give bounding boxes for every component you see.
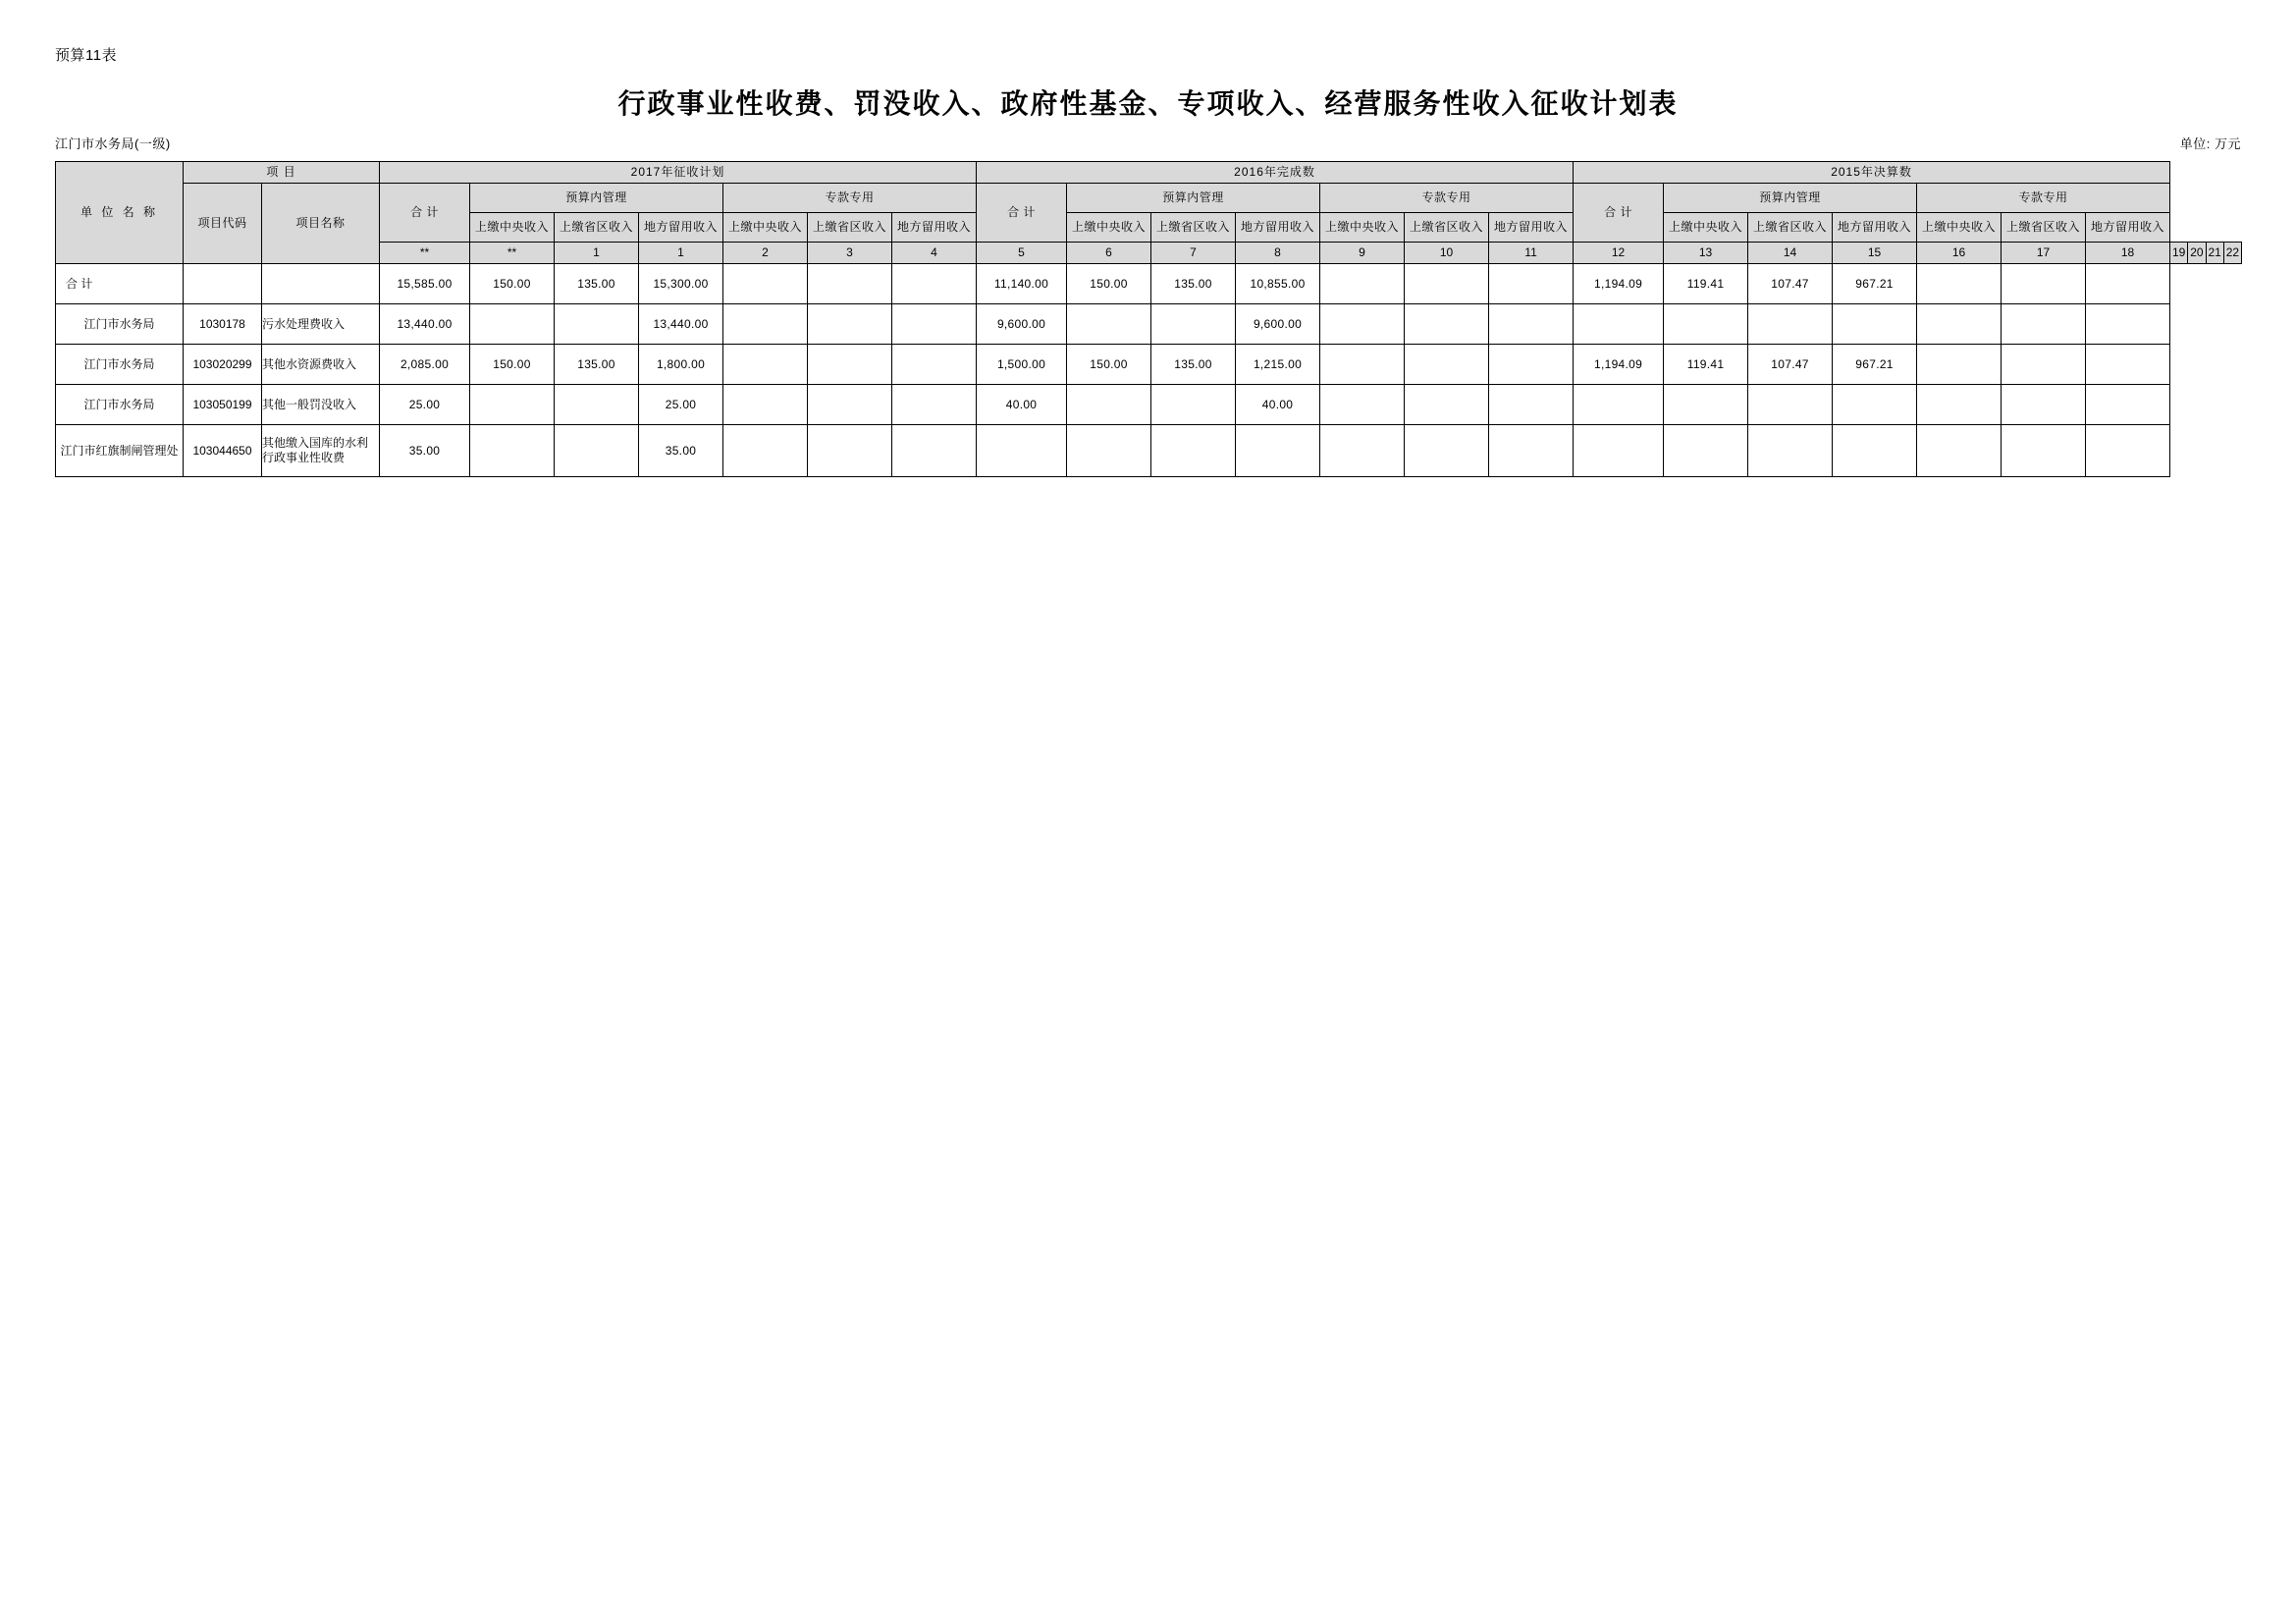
cell-value: 135.00 — [1151, 345, 1236, 385]
cell-value — [1151, 385, 1236, 425]
cell-value: 9,600.00 — [977, 304, 1067, 345]
cell-value — [1833, 425, 1917, 477]
cell-value: 150.00 — [1067, 264, 1151, 304]
col-num: 12 — [1574, 243, 1664, 264]
cell-value — [723, 425, 808, 477]
cell-value: 107.47 — [1748, 264, 1833, 304]
header-local-use-2016-budget: 地方留用收入 — [1236, 213, 1320, 243]
col-num: 20 — [2188, 243, 2206, 264]
header-project-name: 项目名称 — [262, 184, 380, 264]
cell-value: 25.00 — [380, 385, 470, 425]
cell-value — [1320, 304, 1405, 345]
table-row — [56, 304, 2242, 345]
header-sub-province-2017-budget: 上缴省区收入 — [555, 213, 639, 243]
cell-value: 135.00 — [555, 345, 639, 385]
header-local-use-2017-budget: 地方留用收入 — [639, 213, 723, 243]
cell-value: 150.00 — [470, 345, 555, 385]
revenue-plan-table — [55, 161, 2242, 477]
cell-value — [555, 304, 639, 345]
header-project-group: 项 目 — [184, 162, 380, 184]
cell-value — [1489, 425, 1574, 477]
header-sub-central-2016-special: 上缴中央收入 — [1320, 213, 1405, 243]
cell-project-code: 1030178 — [184, 304, 262, 345]
cell-project-name: 其他一般罚没收入 — [262, 385, 380, 425]
col-num: 1 — [639, 243, 723, 264]
cell-unit-name: 江门市红旗制闸管理处 — [56, 425, 184, 477]
cell-value — [808, 304, 892, 345]
header-year-2017: 2017年征收计划 — [380, 162, 977, 184]
cell-value — [723, 385, 808, 425]
col-num: 3 — [808, 243, 892, 264]
header-special-use-2016: 专款专用 — [1320, 184, 1574, 213]
cell-value — [1917, 425, 2002, 477]
table-body — [56, 264, 2242, 477]
cell-project-code: 103050199 — [184, 385, 262, 425]
cell-value — [1489, 345, 1574, 385]
cell-value — [2086, 264, 2170, 304]
cell-project-name: 其他缴入国库的水利行政事业性收费 — [262, 425, 380, 477]
header-sub-province-2017-special: 上缴省区收入 — [808, 213, 892, 243]
cell-value — [808, 425, 892, 477]
col-num: 7 — [1151, 243, 1236, 264]
header-total-2016: 合 计 — [977, 184, 1067, 243]
col-num: 19 — [2170, 243, 2188, 264]
cell-value — [1664, 304, 1748, 345]
col-num-code: ** — [470, 243, 555, 264]
table-row — [56, 385, 2242, 425]
cell-value — [723, 264, 808, 304]
cell-value — [1917, 345, 2002, 385]
cell-value — [1067, 304, 1151, 345]
cell-value — [1574, 385, 1664, 425]
cell-value — [2086, 385, 2170, 425]
header-sub-central-2017-budget: 上缴中央收入 — [470, 213, 555, 243]
header-special-use-2017: 专款专用 — [723, 184, 977, 213]
cell-value: 10,855.00 — [1236, 264, 1320, 304]
header-sub-province-2016-special: 上缴省区收入 — [1405, 213, 1489, 243]
cell-value: 1,500.00 — [977, 345, 1067, 385]
header-total-2017: 合 计 — [380, 184, 470, 243]
cell-value — [1748, 385, 1833, 425]
cell-value — [2086, 345, 2170, 385]
cell-value: 35.00 — [639, 425, 723, 477]
cell-value: 1,215.00 — [1236, 345, 1320, 385]
col-num: 11 — [1489, 243, 1574, 264]
header-local-use-2017-special: 地方留用收入 — [892, 213, 977, 243]
cell-unit-name: 江门市水务局 — [56, 385, 184, 425]
cell-value — [1405, 425, 1489, 477]
cell-value — [892, 345, 977, 385]
cell-value: 15,585.00 — [380, 264, 470, 304]
cell-value — [1489, 304, 1574, 345]
header-local-use-2015-special: 地方留用收入 — [2086, 213, 2170, 243]
cell-value: 13,440.00 — [380, 304, 470, 345]
cell-value: 107.47 — [1748, 345, 1833, 385]
header-sub-central-2017-special: 上缴中央收入 — [723, 213, 808, 243]
cell-value — [555, 425, 639, 477]
header-row-columns — [56, 184, 2242, 213]
cell-value — [1917, 264, 2002, 304]
header-sub-central-2015-special: 上缴中央收入 — [1917, 213, 2002, 243]
unit-name: 江门市水务局(一级) — [55, 136, 171, 151]
cell-value — [1748, 425, 1833, 477]
header-year-2016: 2016年完成数 — [977, 162, 1574, 184]
cell-value: 9,600.00 — [1236, 304, 1320, 345]
cell-project-code: 103044650 — [184, 425, 262, 477]
col-num: 21 — [2206, 243, 2223, 264]
cell-value: 119.41 — [1664, 264, 1748, 304]
cell-value — [2002, 264, 2086, 304]
cell-value — [892, 304, 977, 345]
cell-value: 967.21 — [1833, 264, 1917, 304]
cell-value — [1067, 425, 1151, 477]
cell-value — [1664, 425, 1748, 477]
cell-project-code — [184, 264, 262, 304]
cell-value: 11,140.00 — [977, 264, 1067, 304]
subheader — [55, 134, 2241, 159]
cell-value: 135.00 — [1151, 264, 1236, 304]
cell-value — [892, 264, 977, 304]
col-num-name: 1 — [555, 243, 639, 264]
cell-value — [2002, 425, 2086, 477]
col-num: 2 — [723, 243, 808, 264]
cell-value: 150.00 — [1067, 345, 1151, 385]
cell-value: 1,194.09 — [1574, 345, 1664, 385]
col-num: 5 — [977, 243, 1067, 264]
header-sub-province-2015-budget: 上缴省区收入 — [1748, 213, 1833, 243]
header-row-numbers — [56, 243, 2242, 264]
cell-value — [1833, 385, 1917, 425]
header-unit-name: 单 位 名 称 — [56, 162, 184, 264]
cell-value — [470, 425, 555, 477]
cell-value — [892, 425, 977, 477]
cell-value — [977, 425, 1067, 477]
cell-value — [1574, 304, 1664, 345]
cell-value — [1067, 385, 1151, 425]
cell-project-name — [262, 264, 380, 304]
cell-value — [2002, 385, 2086, 425]
cell-value — [723, 304, 808, 345]
header-local-use-2016-special: 地方留用收入 — [1489, 213, 1574, 243]
page-title: 行政事业性收费、罚没收入、政府性基金、专项收入、经营服务性收入征收计划表 — [617, 88, 1679, 119]
cell-value — [1917, 385, 2002, 425]
header-budget-in-2016: 预算内管理 — [1067, 184, 1320, 213]
cell-value — [1236, 425, 1320, 477]
col-num: 8 — [1236, 243, 1320, 264]
cell-value — [1574, 425, 1664, 477]
cell-value — [470, 304, 555, 345]
header-year-2015: 2015年决算数 — [1574, 162, 2170, 184]
cell-value — [1320, 345, 1405, 385]
cell-value — [555, 385, 639, 425]
cell-value — [1320, 425, 1405, 477]
cell-value: 40.00 — [1236, 385, 1320, 425]
col-num: 16 — [1917, 243, 2002, 264]
cell-value — [1664, 385, 1748, 425]
cell-value — [2002, 304, 2086, 345]
cell-value: 25.00 — [639, 385, 723, 425]
cell-value: 119.41 — [1664, 345, 1748, 385]
cell-project-code: 103020299 — [184, 345, 262, 385]
cell-value — [1917, 304, 2002, 345]
cell-value — [1489, 385, 1574, 425]
header-local-use-2015-budget: 地方留用收入 — [1833, 213, 1917, 243]
col-num: 18 — [2086, 243, 2170, 264]
col-num: 14 — [1748, 243, 1833, 264]
cell-value: 135.00 — [555, 264, 639, 304]
cell-value: 40.00 — [977, 385, 1067, 425]
cell-value — [2086, 425, 2170, 477]
header-sub-province-2015-special: 上缴省区收入 — [2002, 213, 2086, 243]
cell-unit-name: 江门市水务局 — [56, 345, 184, 385]
cell-value: 967.21 — [1833, 345, 1917, 385]
cell-value — [1833, 304, 1917, 345]
cell-value — [2002, 345, 2086, 385]
cell-value — [2086, 304, 2170, 345]
cell-value — [1405, 345, 1489, 385]
cell-project-name: 污水处理费收入 — [262, 304, 380, 345]
col-num: 6 — [1067, 243, 1151, 264]
cell-value: 35.00 — [380, 425, 470, 477]
header-sub-central-2015-budget: 上缴中央收入 — [1664, 213, 1748, 243]
cell-value: 13,440.00 — [639, 304, 723, 345]
header-sub-central-2016-budget: 上缴中央收入 — [1067, 213, 1151, 243]
cell-value — [1405, 304, 1489, 345]
cell-unit-name: 合 计 — [56, 264, 184, 304]
table-row — [56, 264, 2242, 304]
header-total-2015: 合 计 — [1574, 184, 1664, 243]
header-special-use-2015: 专款专用 — [1917, 184, 2170, 213]
col-num-unit: ** — [380, 243, 470, 264]
cell-value: 1,800.00 — [639, 345, 723, 385]
cell-value — [1320, 385, 1405, 425]
cell-value — [808, 345, 892, 385]
col-num: 15 — [1833, 243, 1917, 264]
col-num: 10 — [1405, 243, 1489, 264]
cell-project-name: 其他水资源费收入 — [262, 345, 380, 385]
table-row — [56, 425, 2242, 477]
col-num: 13 — [1664, 243, 1748, 264]
header-sub-province-2016-budget: 上缴省区收入 — [1151, 213, 1236, 243]
cell-value — [1405, 264, 1489, 304]
cell-unit-name: 江门市水务局 — [56, 304, 184, 345]
cell-value: 15,300.00 — [639, 264, 723, 304]
col-num: 17 — [2002, 243, 2086, 264]
cell-value — [1320, 264, 1405, 304]
cell-value — [892, 385, 977, 425]
col-num: 9 — [1320, 243, 1405, 264]
cell-value — [808, 264, 892, 304]
col-num: 4 — [892, 243, 977, 264]
cell-value — [1151, 304, 1236, 345]
header-budget-in-2017: 预算内管理 — [470, 184, 723, 213]
header-budget-in-2015: 预算内管理 — [1664, 184, 1917, 213]
cell-value — [723, 345, 808, 385]
form-code: 预算11表 — [55, 47, 118, 64]
header-row-groups — [56, 162, 2242, 184]
cell-value — [1489, 264, 1574, 304]
cell-value — [1405, 385, 1489, 425]
cell-value — [470, 385, 555, 425]
header-project-code: 项目代码 — [184, 184, 262, 264]
table-row — [56, 345, 2242, 385]
cell-value: 2,085.00 — [380, 345, 470, 385]
cell-value: 1,194.09 — [1574, 264, 1664, 304]
cell-value — [1151, 425, 1236, 477]
unit-measure: 单位: 万元 — [2179, 136, 2241, 151]
cell-value: 150.00 — [470, 264, 555, 304]
cell-value — [808, 385, 892, 425]
col-num: 22 — [2223, 243, 2241, 264]
cell-value — [1748, 304, 1833, 345]
